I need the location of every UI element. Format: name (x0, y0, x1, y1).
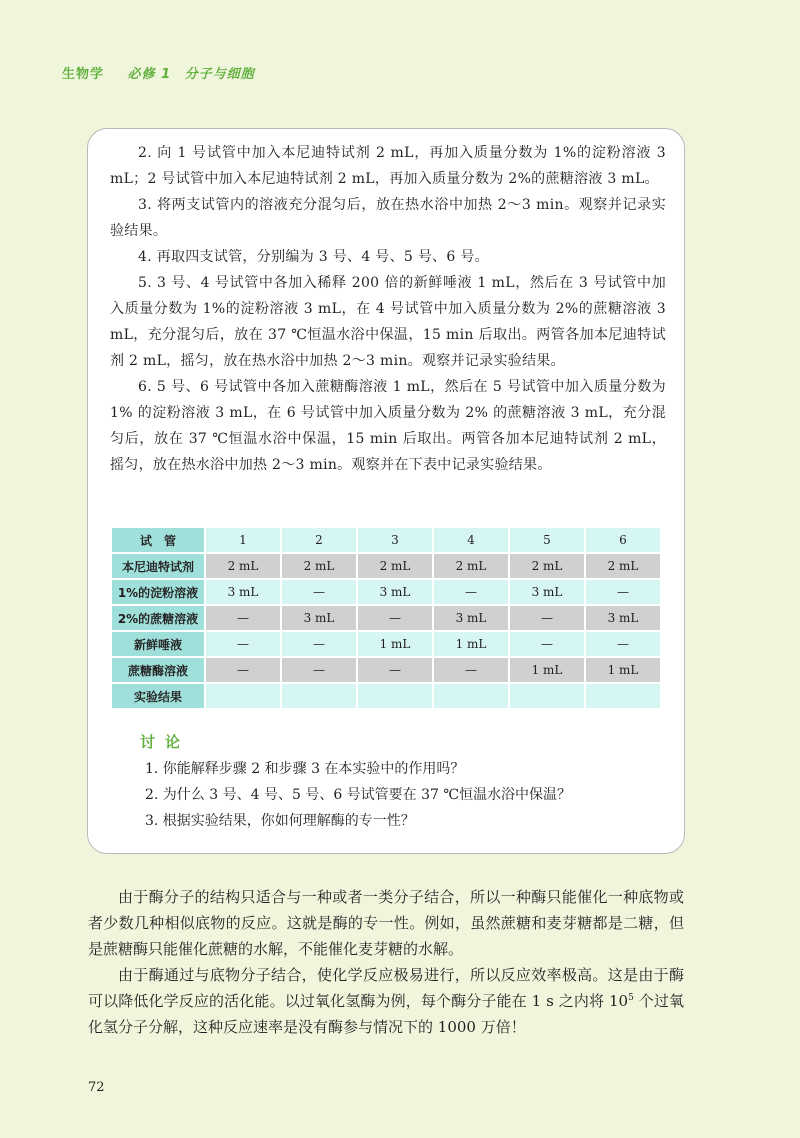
table-row (111, 605, 661, 631)
table-cell: — (281, 579, 357, 605)
table-cell: 2 mL (357, 553, 433, 579)
row-header: 2%的蔗糖溶液 (111, 605, 205, 631)
table-row (111, 631, 661, 657)
paragraph-efficiency (88, 962, 684, 1040)
table-cell: — (205, 631, 281, 657)
row-header: 1%的淀粉溶液 (111, 579, 205, 605)
row-header: 新鲜唾液 (111, 631, 205, 657)
table-cell: — (585, 631, 661, 657)
table-row (111, 683, 661, 709)
paragraph-efficiency-start: 由于酶通过与底物分子结合，使化学反应极易进行，所以反应效率极高。这是由于酶可以降低化学反应的活化能。以过氧化氢酶为例，每个酶分子能在 1 s 之内将 10 (88, 966, 684, 1010)
table-cell: — (509, 605, 585, 631)
experiment-table (110, 526, 662, 710)
table-cell: — (205, 605, 281, 631)
table-cell: — (357, 605, 433, 631)
step-6: 6. 5 号、6 号试管中各加入蔗糖酶溶液 1 mL，然后在 5 号试管中加入质量分数为 1% 的淀粉溶液 3 mL，在 6 号试管中加入质量分数为 2% 的蔗糖溶液 3 mL，充分混匀后，放在 37 ℃恒温水浴中保温，15 min 后取出。两管各加本尼迪特试剂 2 mL，摇匀，放在热水浴中加热 2～3 min。观察并在下表中记录实验结果。 (110, 379, 666, 473)
table-cell: 2 mL (281, 553, 357, 579)
table-cell: 3 mL (509, 579, 585, 605)
table-row (111, 527, 661, 553)
table-row (111, 579, 661, 605)
table-cell: — (433, 657, 509, 683)
running-header (62, 63, 255, 82)
exponent: 5 (628, 993, 634, 1003)
table-cell: 6 (585, 527, 661, 553)
table-cell: — (357, 657, 433, 683)
table-cell: 2 mL (509, 553, 585, 579)
table-cell (281, 683, 357, 709)
table-cell: 2 (281, 527, 357, 553)
header-volume: 必修 1 (127, 67, 172, 82)
table-cell (509, 683, 585, 709)
step-2: 2. 向 1 号试管中加入本尼迪特试剂 2 mL，再加入质量分数为 1%的淀粉溶液 3 mL；2 号试管中加入本尼迪特试剂 2 mL，再加入质量分数为 2%的蔗糖溶液 3 mL。 (110, 145, 666, 187)
table-cell: 2 mL (205, 553, 281, 579)
table-cell: — (509, 631, 585, 657)
row-header: 实验结果 (111, 683, 205, 709)
table-cell: 3 mL (281, 605, 357, 631)
table-cell (433, 683, 509, 709)
table-cell: 4 (433, 527, 509, 553)
discussion-question-3: 3. 根据实验结果，你如何理解酶的专一性？ (145, 813, 415, 829)
paragraph-specificity: 由于酶分子的结构只适合与一种或者一类分子结合，所以一种酶只能催化一种底物或者少数几种相似底物的反应。这就是酶的专一性。例如，虽然蔗糖和麦芽糖都是二糖，但是蔗糖酶只能催化蔗糖的水解，不能催化麦芽糖的水解。 (88, 888, 684, 958)
paragraph-efficiency-end: 个过氧化氢分子分解，这种反应速率是没有酶参与情况下的 1000 万倍！ (88, 992, 684, 1036)
table-cell: 5 (509, 527, 585, 553)
page-number: 72 (88, 1080, 105, 1095)
table-row (111, 553, 661, 579)
table-cell: 3 (357, 527, 433, 553)
table-cell: 1 mL (585, 657, 661, 683)
row-header: 蔗糖酶溶液 (111, 657, 205, 683)
table-cell: — (281, 631, 357, 657)
table-cell: — (281, 657, 357, 683)
table-cell (205, 683, 281, 709)
table-cell: 3 mL (357, 579, 433, 605)
table-cell: — (585, 579, 661, 605)
table-cell: 3 mL (433, 605, 509, 631)
table-cell (585, 683, 661, 709)
header-subject: 生物学 (62, 67, 105, 82)
table-cell: 2 mL (585, 553, 661, 579)
table-cell (357, 683, 433, 709)
discussion-questions (145, 756, 665, 834)
table-cell: 3 mL (585, 605, 661, 631)
discussion-question-2: 2. 为什么 3 号、4 号、5 号、6 号试管要在 37 ℃恒温水浴中保温？ (145, 787, 572, 803)
table-row (111, 657, 661, 683)
table-cell: 1 mL (509, 657, 585, 683)
table-cell: 1 mL (433, 631, 509, 657)
header-volume-name: 分子与细胞 (184, 67, 255, 82)
table-cell: — (205, 657, 281, 683)
table-cell: — (433, 579, 509, 605)
table-cell: 3 mL (205, 579, 281, 605)
step-3: 3. 将两支试管内的溶液充分混匀后，放在热水浴中加热 2～3 min。观察并记录实验结果。 (110, 197, 666, 239)
row-header: 本尼迪特试剂 (111, 553, 205, 579)
step-5: 5. 3 号、4 号试管中各加入稀释 200 倍的新鲜唾液 1 mL，然后在 3 号试管中加入质量分数为 1%的淀粉溶液 3 mL，在 4 号试管中加入质量分数为 2%的蔗糖溶液 3 mL，充分混匀后，放在 37 ℃恒温水浴中保温，15 min 后取出。两管各加本尼迪特试剂 2 mL，摇匀，放在热水浴中加热 2～3 min。观察并记录实验结果。 (110, 275, 666, 369)
row-header: 试 管 (111, 527, 205, 553)
discussion-title: 讨论 (140, 733, 191, 751)
step-4: 4. 再取四支试管，分别编为 3 号、4 号、5 号、6 号。 (138, 249, 489, 265)
discussion-question-1: 1. 你能解释步骤 2 和步骤 3 在本实验中的作用吗？ (145, 761, 465, 777)
experiment-steps (110, 140, 666, 478)
table-cell: 1 (205, 527, 281, 553)
main-text (88, 884, 684, 1040)
table-cell: 2 mL (433, 553, 509, 579)
table-cell: 1 mL (357, 631, 433, 657)
